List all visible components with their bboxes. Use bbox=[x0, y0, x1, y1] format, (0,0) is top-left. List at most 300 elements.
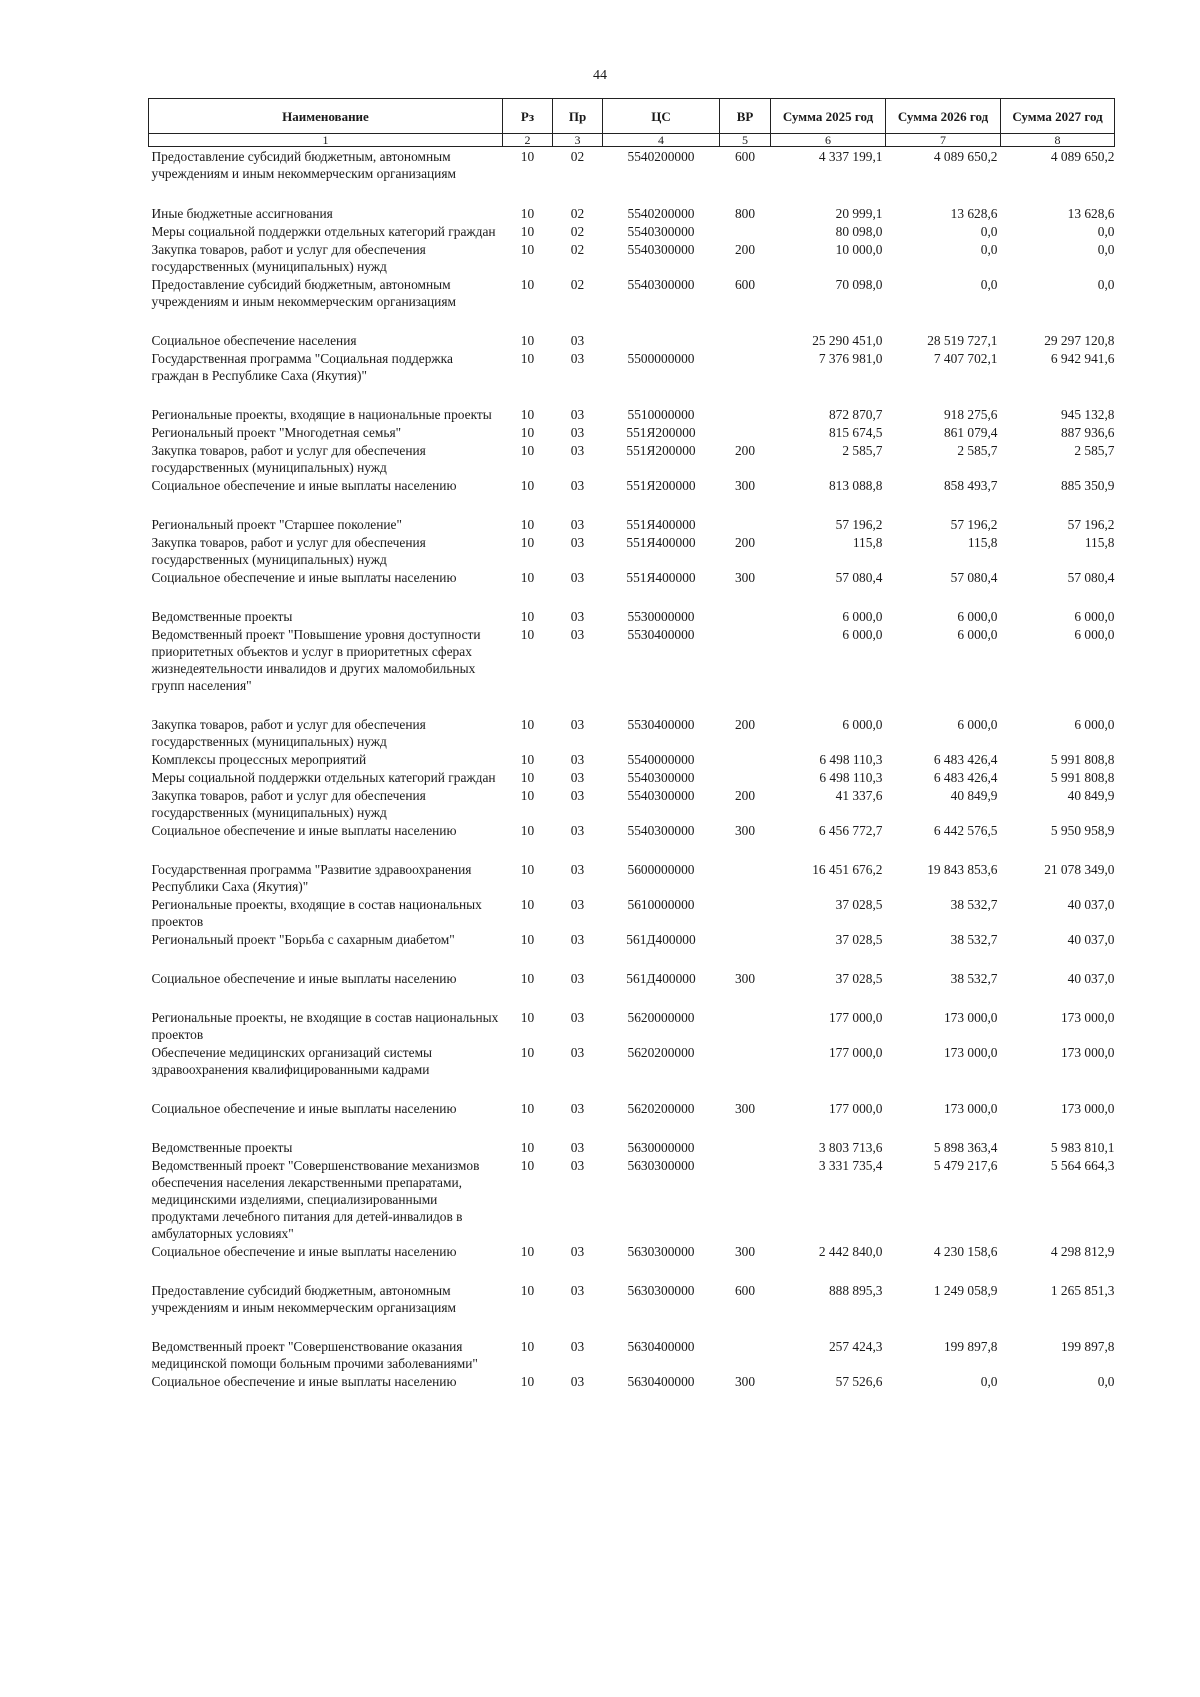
table-row bbox=[149, 1099, 1115, 1117]
row-sum-2025: 41 337,6 bbox=[835, 788, 883, 803]
row-sum-2027: 40 037,0 bbox=[1067, 971, 1115, 986]
row-sum-2027: 173 000,0 bbox=[1060, 1010, 1115, 1025]
row-sum-2025: 6 456 772,7 bbox=[818, 823, 883, 838]
row-sum-2026: 57 196,2 bbox=[950, 517, 998, 532]
row-sum-2027: 0,0 bbox=[1097, 277, 1115, 292]
row-sum-2026: 6 000,0 bbox=[957, 609, 998, 624]
row-name: Социальное обеспечение и иные выплаты населению bbox=[151, 478, 457, 493]
row-sum-2025: 7 376 981,0 bbox=[818, 351, 883, 366]
row-pr: 03 bbox=[570, 932, 585, 947]
row-cs: 5630300000 bbox=[627, 1158, 695, 1173]
row-sum-2026: 28 519 727,1 bbox=[927, 333, 998, 348]
row-cs bbox=[603, 331, 720, 349]
row-cs: 551Я200000 bbox=[626, 478, 696, 493]
row-name: Закупка товаров, работ и услуг для обеспечения государственных (муниципальных) нужд bbox=[151, 717, 426, 749]
row-pr: 03 bbox=[570, 1010, 585, 1025]
row-cs: 551Я400000 bbox=[626, 517, 696, 532]
row-vr: 300 bbox=[734, 478, 756, 493]
row-pr: 03 bbox=[570, 351, 585, 366]
table-row bbox=[149, 1372, 1115, 1390]
row-sum-2027: 40 037,0 bbox=[1067, 932, 1115, 947]
row-sum-2025: 80 098,0 bbox=[835, 224, 883, 239]
row-name: Социальное обеспечение и иные выплаты населению bbox=[151, 570, 457, 585]
column-number: 8 bbox=[1001, 134, 1115, 147]
table-row bbox=[149, 331, 1115, 349]
row-vr bbox=[720, 930, 771, 948]
row-sum-2025: 815 674,5 bbox=[828, 425, 883, 440]
table-row bbox=[149, 222, 1115, 240]
column-number: 3 bbox=[553, 134, 603, 147]
row-sum-2025: 257 424,3 bbox=[828, 1339, 883, 1354]
row-sum-2026: 38 532,7 bbox=[950, 971, 998, 986]
row-sum-2027: 6 000,0 bbox=[1074, 609, 1115, 624]
row-pr: 03 bbox=[570, 407, 585, 422]
table-row bbox=[149, 204, 1115, 222]
row-sum-2027: 6 000,0 bbox=[1074, 627, 1115, 642]
row-pr: 03 bbox=[570, 1339, 585, 1354]
row-name: Ведомственные проекты bbox=[151, 609, 293, 624]
row-spacer-cell bbox=[149, 384, 1115, 405]
row-name: Социальное обеспечение и иные выплаты населению bbox=[151, 971, 457, 986]
row-cs: 5620200000 bbox=[627, 1101, 695, 1116]
row-rz: 10 bbox=[520, 609, 535, 624]
table-row bbox=[149, 895, 1115, 930]
row-sum-2025: 6 498 110,3 bbox=[819, 752, 883, 767]
row-sum-2025: 37 028,5 bbox=[835, 932, 883, 947]
row-name: Социальное обеспечение и иные выплаты населению bbox=[151, 1101, 457, 1116]
row-name: Социальное обеспечение населения bbox=[151, 333, 357, 348]
row-rz: 10 bbox=[520, 788, 535, 803]
row-pr: 03 bbox=[570, 1140, 585, 1155]
row-cs: 5540300000 bbox=[627, 277, 695, 292]
row-sum-2027: 887 936,6 bbox=[1060, 425, 1115, 440]
row-vr bbox=[720, 222, 771, 240]
row-rz: 10 bbox=[520, 971, 535, 986]
row-sum-2027: 1 265 851,3 bbox=[1050, 1283, 1115, 1298]
row-sum-2026: 115,8 bbox=[967, 535, 998, 550]
row-sum-2027: 0,0 bbox=[1097, 224, 1115, 239]
row-spacer-cell bbox=[149, 987, 1115, 1008]
row-vr bbox=[720, 860, 771, 895]
row-spacer bbox=[149, 1117, 1115, 1138]
row-vr: 300 bbox=[734, 823, 756, 838]
row-name: Ведомственный проект "Совершенствование механизмов обеспечения населения лекарственными препаратами, медицинскими изделиями, специализированными продуктами лечебного питания для детей-инвалидов в амбулаторных условиях" bbox=[151, 1158, 480, 1241]
row-cs: 5630000000 bbox=[627, 1140, 695, 1155]
table-row bbox=[149, 476, 1115, 494]
row-sum-2026: 19 843 853,6 bbox=[927, 862, 998, 877]
row-spacer bbox=[149, 1260, 1115, 1281]
row-cs: 5510000000 bbox=[627, 407, 695, 422]
table-row bbox=[149, 240, 1115, 275]
row-rz: 10 bbox=[520, 425, 535, 440]
row-vr: 300 bbox=[734, 971, 756, 986]
row-sum-2025: 4 337 199,1 bbox=[818, 149, 883, 164]
row-sum-2027: 0,0 bbox=[1097, 242, 1115, 257]
row-sum-2027: 0,0 bbox=[1097, 1374, 1115, 1389]
row-spacer-cell bbox=[149, 310, 1115, 331]
column-number: 5 bbox=[720, 134, 771, 147]
row-rz: 10 bbox=[520, 277, 535, 292]
row-name: Государственная программа "Развитие здравоохранения Республики Саха (Якутия)" bbox=[151, 862, 472, 894]
row-spacer bbox=[149, 586, 1115, 607]
row-spacer-cell bbox=[149, 1316, 1115, 1337]
row-pr: 03 bbox=[570, 609, 585, 624]
row-vr bbox=[720, 1138, 771, 1156]
row-spacer-cell bbox=[149, 948, 1115, 969]
row-vr bbox=[720, 515, 771, 533]
row-sum-2026: 0,0 bbox=[980, 1374, 998, 1389]
row-spacer-cell bbox=[149, 1260, 1115, 1281]
header-sum-2025: Сумма 2025 год bbox=[771, 99, 886, 134]
row-sum-2025: 16 451 676,2 bbox=[812, 862, 883, 877]
row-vr: 200 bbox=[734, 535, 756, 550]
row-sum-2025: 6 000,0 bbox=[842, 609, 883, 624]
row-sum-2026: 38 532,7 bbox=[950, 932, 998, 947]
table-row bbox=[149, 405, 1115, 423]
row-cs: 551Я200000 bbox=[626, 425, 696, 440]
row-cs: 5530000000 bbox=[627, 609, 695, 624]
row-sum-2027: 2 585,7 bbox=[1074, 443, 1115, 458]
row-cs: 5620200000 bbox=[627, 1045, 695, 1060]
row-pr: 03 bbox=[570, 788, 585, 803]
row-sum-2026: 6 000,0 bbox=[957, 627, 998, 642]
row-cs: 551Я200000 bbox=[626, 443, 696, 458]
row-spacer bbox=[149, 494, 1115, 515]
row-pr: 03 bbox=[570, 627, 585, 642]
row-sum-2025: 57 196,2 bbox=[835, 517, 883, 532]
row-rz: 10 bbox=[520, 1101, 535, 1116]
row-sum-2027: 115,8 bbox=[1084, 535, 1115, 550]
row-pr: 03 bbox=[570, 862, 585, 877]
row-sum-2026: 861 079,4 bbox=[943, 425, 998, 440]
row-rz: 10 bbox=[520, 1045, 535, 1060]
row-name: Региональный проект "Борьба с сахарным диабетом" bbox=[151, 932, 455, 947]
row-cs: 5540200000 bbox=[627, 149, 695, 164]
header-rz: Рз bbox=[503, 99, 553, 134]
row-pr: 03 bbox=[570, 1158, 585, 1173]
table-row bbox=[149, 715, 1115, 750]
row-sum-2025: 177 000,0 bbox=[828, 1045, 883, 1060]
row-sum-2027: 173 000,0 bbox=[1060, 1101, 1115, 1116]
row-rz: 10 bbox=[520, 407, 535, 422]
row-sum-2027: 945 132,8 bbox=[1060, 407, 1115, 422]
table-body bbox=[149, 147, 1115, 1391]
row-name: Закупка товаров, работ и услуг для обеспечения государственных (муниципальных) нужд bbox=[151, 535, 426, 567]
row-sum-2026: 199 897,8 bbox=[943, 1339, 998, 1354]
row-rz: 10 bbox=[520, 1140, 535, 1155]
row-name: Меры социальной поддержки отдельных категорий граждан bbox=[151, 770, 496, 785]
row-spacer bbox=[149, 384, 1115, 405]
row-spacer-cell bbox=[149, 694, 1115, 715]
row-rz: 10 bbox=[520, 570, 535, 585]
row-sum-2027: 40 849,9 bbox=[1067, 788, 1115, 803]
row-sum-2025: 115,8 bbox=[852, 535, 883, 550]
row-name: Закупка товаров, работ и услуг для обеспечения государственных (муниципальных) нужд bbox=[151, 242, 426, 274]
row-pr: 02 bbox=[570, 206, 585, 221]
row-pr: 03 bbox=[570, 1374, 585, 1389]
table-row bbox=[149, 533, 1115, 568]
row-sum-2026: 6 442 576,5 bbox=[933, 823, 998, 838]
row-sum-2027: 4 089 650,2 bbox=[1050, 149, 1115, 164]
row-rz: 10 bbox=[520, 717, 535, 732]
row-pr: 03 bbox=[570, 570, 585, 585]
header-pr: Пр bbox=[553, 99, 603, 134]
row-rz: 10 bbox=[520, 443, 535, 458]
row-name: Региональные проекты, не входящие в состав национальных проектов bbox=[151, 1010, 499, 1042]
row-name: Социальное обеспечение и иные выплаты населению bbox=[151, 1244, 457, 1259]
table-row bbox=[149, 750, 1115, 768]
row-name: Закупка товаров, работ и услуг для обеспечения государственных (муниципальных) нужд bbox=[151, 788, 426, 820]
row-sum-2025: 6 000,0 bbox=[842, 717, 883, 732]
row-sum-2025: 177 000,0 bbox=[828, 1010, 883, 1025]
row-pr: 02 bbox=[570, 277, 585, 292]
column-number: 6 bbox=[771, 134, 886, 147]
row-cs: 5630300000 bbox=[627, 1244, 695, 1259]
row-name: Закупка товаров, работ и услуг для обеспечения государственных (муниципальных) нужд bbox=[151, 443, 426, 475]
row-spacer bbox=[149, 1316, 1115, 1337]
row-rz: 10 bbox=[520, 1244, 535, 1259]
row-pr: 02 bbox=[570, 149, 585, 164]
row-sum-2026: 0,0 bbox=[980, 242, 998, 257]
column-number: 7 bbox=[886, 134, 1001, 147]
page-number: 44 bbox=[593, 68, 607, 83]
row-vr bbox=[720, 405, 771, 423]
row-pr: 03 bbox=[570, 425, 585, 440]
row-cs: 5630400000 bbox=[627, 1339, 695, 1354]
row-sum-2027: 13 628,6 bbox=[1067, 206, 1115, 221]
row-pr: 03 bbox=[570, 971, 585, 986]
header-vr: ВР bbox=[720, 99, 771, 134]
row-rz: 10 bbox=[520, 1374, 535, 1389]
table-row bbox=[149, 1008, 1115, 1043]
row-sum-2025: 37 028,5 bbox=[835, 971, 883, 986]
row-vr: 200 bbox=[734, 443, 756, 458]
row-rz: 10 bbox=[520, 932, 535, 947]
table-row bbox=[149, 625, 1115, 694]
row-rz: 10 bbox=[520, 517, 535, 532]
row-vr bbox=[720, 423, 771, 441]
table-row bbox=[149, 349, 1115, 384]
row-spacer-cell bbox=[149, 182, 1115, 204]
row-sum-2026: 38 532,7 bbox=[950, 897, 998, 912]
row-sum-2027: 29 297 120,8 bbox=[1044, 333, 1115, 348]
row-vr: 600 bbox=[734, 1283, 756, 1298]
row-spacer-cell bbox=[149, 1117, 1115, 1138]
row-spacer bbox=[149, 948, 1115, 969]
row-cs: 5500000000 bbox=[627, 351, 695, 366]
row-pr: 02 bbox=[570, 242, 585, 257]
header-name: Наименование bbox=[149, 99, 503, 134]
table-row bbox=[149, 930, 1115, 948]
row-vr: 200 bbox=[734, 242, 756, 257]
table-row bbox=[149, 786, 1115, 821]
header-sum-2026: Сумма 2026 год bbox=[886, 99, 1001, 134]
row-vr: 300 bbox=[734, 1244, 756, 1259]
row-sum-2027: 885 350,9 bbox=[1060, 478, 1115, 493]
row-sum-2025: 3 331 735,4 bbox=[818, 1158, 883, 1173]
row-sum-2027: 5 564 664,3 bbox=[1050, 1158, 1115, 1173]
column-number: 2 bbox=[503, 134, 553, 147]
row-sum-2025: 813 088,8 bbox=[828, 478, 883, 493]
row-sum-2027: 21 078 349,0 bbox=[1044, 862, 1115, 877]
row-rz: 10 bbox=[520, 770, 535, 785]
row-pr: 03 bbox=[570, 897, 585, 912]
row-vr bbox=[720, 1337, 771, 1372]
row-sum-2025: 25 290 451,0 bbox=[812, 333, 883, 348]
row-spacer-cell bbox=[149, 839, 1115, 860]
row-cs: 561Д400000 bbox=[626, 932, 696, 947]
table-row bbox=[149, 441, 1115, 476]
row-rz: 10 bbox=[520, 206, 535, 221]
row-cs: 5630300000 bbox=[627, 1283, 695, 1298]
row-name: Региональный проект "Старшее поколение" bbox=[151, 517, 402, 532]
row-sum-2026: 173 000,0 bbox=[943, 1101, 998, 1116]
table-row bbox=[149, 147, 1115, 183]
row-sum-2026: 6 483 426,4 bbox=[933, 770, 998, 785]
row-cs: 5610000000 bbox=[627, 897, 695, 912]
table-header bbox=[149, 99, 1115, 147]
row-sum-2027: 5 983 810,1 bbox=[1050, 1140, 1115, 1155]
row-spacer bbox=[149, 1078, 1115, 1099]
row-name: Предоставление субсидий бюджетным, автономным учреждениям и иным некоммерческим организациям bbox=[151, 149, 456, 181]
row-sum-2026: 2 585,7 bbox=[957, 443, 998, 458]
row-vr: 300 bbox=[734, 570, 756, 585]
row-pr: 02 bbox=[570, 224, 585, 239]
row-name: Иные бюджетные ассигнования bbox=[151, 206, 333, 221]
row-pr: 03 bbox=[570, 1101, 585, 1116]
row-vr bbox=[720, 1008, 771, 1043]
row-sum-2026: 7 407 702,1 bbox=[933, 351, 998, 366]
row-cs: 5540300000 bbox=[627, 224, 695, 239]
row-sum-2025: 872 870,7 bbox=[828, 407, 883, 422]
row-pr: 03 bbox=[570, 1283, 585, 1298]
row-vr bbox=[720, 625, 771, 694]
row-spacer-cell bbox=[149, 1078, 1115, 1099]
row-sum-2026: 5 479 217,6 bbox=[933, 1158, 998, 1173]
row-pr: 03 bbox=[570, 478, 585, 493]
row-name: Региональный проект "Многодетная семья" bbox=[151, 425, 402, 440]
row-sum-2027: 199 897,8 bbox=[1060, 1339, 1115, 1354]
row-sum-2025: 888 895,3 bbox=[828, 1283, 883, 1298]
row-sum-2025: 3 803 713,6 bbox=[818, 1140, 883, 1155]
row-rz: 10 bbox=[520, 752, 535, 767]
table-row bbox=[149, 1242, 1115, 1260]
budget-table bbox=[148, 98, 1115, 1390]
table-row bbox=[149, 1043, 1115, 1078]
row-rz: 10 bbox=[520, 862, 535, 877]
row-spacer bbox=[149, 694, 1115, 715]
row-name: Комплексы процессных мероприятий bbox=[151, 752, 367, 767]
row-vr bbox=[720, 607, 771, 625]
row-sum-2026: 858 493,7 bbox=[943, 478, 998, 493]
header-sum-2027: Сумма 2027 год bbox=[1001, 99, 1115, 134]
row-name: Ведомственный проект "Повышение уровня доступности приоритетных объектов и услуг в приоритетных сферах жизнедеятельности инвалидов и других маломобильных групп населения" bbox=[151, 627, 481, 693]
row-pr: 03 bbox=[570, 823, 585, 838]
row-sum-2027: 5 991 808,8 bbox=[1050, 770, 1115, 785]
row-name: Социальное обеспечение и иные выплаты населению bbox=[151, 1374, 457, 1389]
row-spacer-cell bbox=[149, 586, 1115, 607]
table-row bbox=[149, 275, 1115, 310]
row-sum-2026: 173 000,0 bbox=[943, 1010, 998, 1025]
row-name: Ведомственный проект "Совершенствование оказания медицинской помощи больным прочими заболеваниями" bbox=[151, 1339, 478, 1371]
row-pr: 03 bbox=[570, 443, 585, 458]
row-cs: 5620000000 bbox=[627, 1010, 695, 1025]
row-pr: 03 bbox=[570, 1244, 585, 1259]
row-name: Региональные проекты, входящие в состав национальных проектов bbox=[151, 897, 482, 929]
row-cs: 5630400000 bbox=[627, 1374, 695, 1389]
row-sum-2025: 57 080,4 bbox=[835, 570, 883, 585]
row-rz: 10 bbox=[520, 535, 535, 550]
row-sum-2025: 177 000,0 bbox=[828, 1101, 883, 1116]
column-number-row bbox=[149, 134, 1115, 147]
row-rz: 10 bbox=[520, 149, 535, 164]
row-vr: 300 bbox=[734, 1374, 756, 1389]
table-row bbox=[149, 1281, 1115, 1316]
row-sum-2025: 6 498 110,3 bbox=[819, 770, 883, 785]
row-vr bbox=[720, 750, 771, 768]
row-pr: 03 bbox=[570, 535, 585, 550]
row-sum-2025: 70 098,0 bbox=[835, 277, 883, 292]
row-spacer bbox=[149, 839, 1115, 860]
row-sum-2026: 0,0 bbox=[980, 224, 998, 239]
row-vr bbox=[720, 1043, 771, 1078]
row-rz: 10 bbox=[520, 224, 535, 239]
row-spacer bbox=[149, 987, 1115, 1008]
row-sum-2027: 6 000,0 bbox=[1074, 717, 1115, 732]
row-sum-2027: 4 298 812,9 bbox=[1050, 1244, 1115, 1259]
row-sum-2027: 5 991 808,8 bbox=[1050, 752, 1115, 767]
row-pr: 03 bbox=[570, 752, 585, 767]
row-cs: 5540300000 bbox=[627, 823, 695, 838]
row-vr: 200 bbox=[734, 717, 756, 732]
row-sum-2025: 2 442 840,0 bbox=[818, 1244, 883, 1259]
row-cs: 5530400000 bbox=[627, 717, 695, 732]
row-rz: 10 bbox=[520, 823, 535, 838]
table-row bbox=[149, 821, 1115, 839]
row-name: Государственная программа "Социальная поддержка граждан в Республике Саха (Якутия)" bbox=[151, 351, 453, 383]
row-sum-2026: 6 483 426,4 bbox=[933, 752, 998, 767]
row-sum-2026: 918 275,6 bbox=[943, 407, 998, 422]
row-sum-2027: 40 037,0 bbox=[1067, 897, 1115, 912]
row-name: Предоставление субсидий бюджетным, автономным учреждениям и иным некоммерческим организациям bbox=[151, 1283, 456, 1315]
table-row bbox=[149, 568, 1115, 586]
row-cs: 561Д400000 bbox=[626, 971, 696, 986]
row-sum-2027: 173 000,0 bbox=[1060, 1045, 1115, 1060]
row-vr: 800 bbox=[734, 206, 756, 221]
row-sum-2026: 40 849,9 bbox=[950, 788, 998, 803]
row-pr: 03 bbox=[570, 770, 585, 785]
row-sum-2025: 2 585,7 bbox=[842, 443, 883, 458]
row-cs: 551Я400000 bbox=[626, 535, 696, 550]
row-rz: 10 bbox=[520, 897, 535, 912]
row-vr: 200 bbox=[734, 788, 756, 803]
row-cs: 5600000000 bbox=[627, 862, 695, 877]
row-sum-2026: 4 089 650,2 bbox=[933, 149, 998, 164]
row-vr: 600 bbox=[734, 149, 756, 164]
row-rz: 10 bbox=[520, 351, 535, 366]
row-vr bbox=[720, 349, 771, 384]
table-row bbox=[149, 860, 1115, 895]
row-sum-2027: 6 942 941,6 bbox=[1050, 351, 1115, 366]
row-rz: 10 bbox=[520, 242, 535, 257]
row-vr: 300 bbox=[734, 1101, 756, 1116]
row-pr: 03 bbox=[570, 517, 585, 532]
table-row bbox=[149, 1337, 1115, 1372]
row-vr: 600 bbox=[734, 277, 756, 292]
row-name: Ведомственные проекты bbox=[151, 1140, 293, 1155]
row-rz: 10 bbox=[520, 627, 535, 642]
row-spacer-cell bbox=[149, 494, 1115, 515]
